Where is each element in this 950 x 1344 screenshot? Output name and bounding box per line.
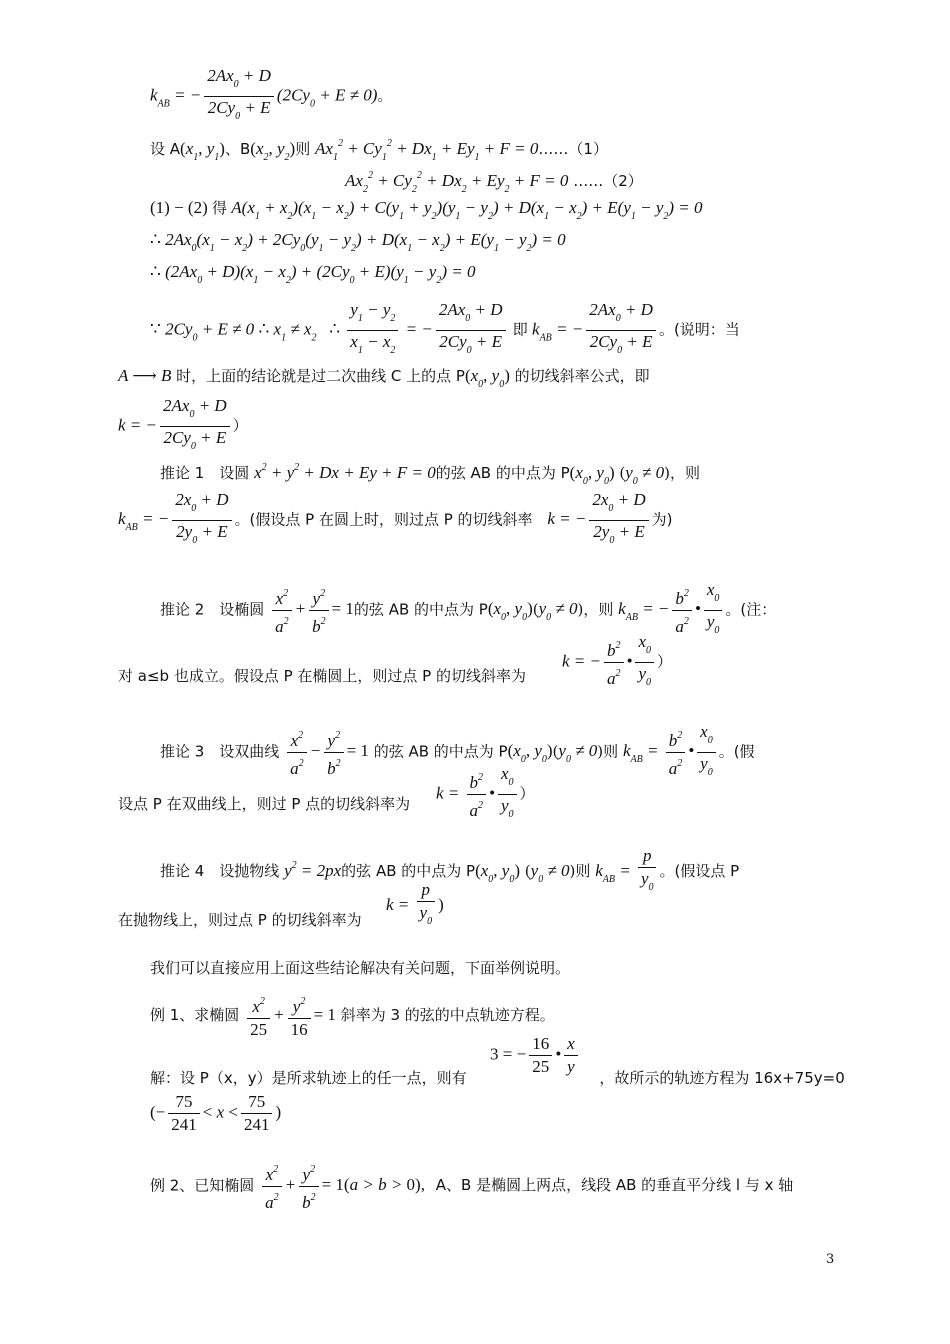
corollary-1-line-1: 推论 1 设圆 $x^2 + y^2 + Dx + Ey + F = 0$的弦 AB 的中点为 $P(x_0$, $y_0$) $(y_0 \ne 0)$，则 — [160, 462, 700, 487]
text-close-paren-3: ） — [519, 784, 535, 803]
text-tl4-d: 。(假设点 P — [659, 861, 740, 880]
text-note-start: 。(说明：当 — [658, 320, 740, 339]
text-tl2-b: 的弦 AB 的中点为 P — [353, 600, 488, 619]
text-ex1-a: 例 1、求椭圆 — [150, 1005, 240, 1024]
text-tl2-e: 对 a≤b 也成立。假设点 P 在椭圆上，则过点 P 的切线斜率为 — [118, 667, 526, 685]
intro-paragraph — [150, 958, 570, 978]
formula-kab: $k_{AB}$ = − $\frac{2Ax_0 + D}{2Cy_0 + E}$ $(2Cy_0 + E \ne 0)$。 — [150, 66, 393, 122]
therefore-line-1: ∴ $2Ax_0(x_1 - x_2) + 2Cy_0(y_1 - y_2) + D(x_1 - x_2) + E(y_1 - y_2) = 0$ — [150, 230, 566, 254]
text-tl1-b: 的弦 AB 的中点为 P — [435, 464, 570, 482]
text-therefore-4: ∴ — [329, 319, 341, 339]
text-tl2-d: 。(注： — [725, 600, 777, 619]
text-tl2-a: 推论 2 设椭圆 — [160, 600, 265, 619]
text-ze: 则 — [295, 140, 311, 158]
text-therefore-3: ∴ — [258, 319, 270, 339]
corollary-4-line-1: 推论 4 设抛物线 $y^2 = 2px$的弦 AB 的中点为 $P(x_0$, $y_0$) $(y_0 \ne 0)$则 $k_{AB}$ = $\frac{p}{y_0}$ 。(假设点 P — [160, 846, 740, 893]
text-close-paren: ） — [232, 416, 248, 435]
text-she-a: 设 A — [150, 140, 181, 158]
text-therefore-2: ∴ — [150, 262, 161, 281]
text-tl1-c: ，则 — [669, 464, 700, 482]
text-therefore-1: ∴ — [150, 230, 161, 249]
solution-line — [150, 1068, 845, 1088]
text-tl4-b: 的弦 AB 的中点为 P — [341, 861, 476, 880]
corollary-2-tangent: k = − $\frac{b^2}{a^2}$ • $\frac{x_0}{y_0}$ ） — [562, 632, 673, 688]
text-dots-1: ……（1） — [538, 140, 608, 158]
text-tl3-a: 推论 3 设双曲线 — [160, 742, 280, 761]
setup-line-2: $Ax_2^2 + Cy_2^2 + Dx_2 + Ey_2 + F = 0$ ……（2） — [345, 170, 643, 195]
text-de: 得 — [211, 199, 227, 217]
corollary-3-tangent: k = $\frac{b^2}{a^2}$ • $\frac{x_0}{y_0}$ ） — [436, 764, 535, 820]
text-dots-2: ……（2） — [573, 172, 643, 190]
text-tl3-d: 。(假 — [718, 742, 755, 761]
text-ji: 即 — [512, 320, 528, 339]
corollary-4-line-2 — [118, 910, 362, 930]
example-2: 例 2、已知椭圆 $\frac{x^2}{a^2}$ + $\frac{y^2}{b^2}$ = 1(a > b > 0), A、B 是椭圆上两点，线段 AB 的垂直平分线 l 与 x 轴 — [150, 1160, 793, 1213]
text-close-paren-2: ） — [657, 652, 673, 671]
difference-line: (1) − (2) 得 $A(x_1 + x_2)(x_1 - x_2) + C(y_1 + y_2)(y_1 - y_2) + D(x_1 - x_2) + E(y_1 - y_2) = 0$ — [150, 198, 703, 222]
corollary-2-line-2 — [118, 666, 526, 686]
because-line: ∵ $2Cy_0 + E \ne 0$ ∴ $x_1 \ne x_2$ ∴ $\frac{y_1 - y_2}{x_1 - x_2}$ = − $\frac{2Ax_0 + D}{2Cy_0 + E}$ 即 $k_{AB}$ = − $\frac{2Ax_0 + D}{2Cy_0 + E}$ 。(说明：当 — [150, 300, 740, 356]
page-number: 3 — [826, 1252, 835, 1267]
text-sol-a: 解：设 P（x，y）是所求轨迹上的任一点，则有 — [150, 1069, 467, 1087]
text-tl1-e: 为) — [651, 510, 673, 529]
text-sol-b: ，故所示的轨迹方程为 16x+75y=0 — [599, 1069, 845, 1087]
text-tl4-e: 在抛物线上，则过点 P 的切线斜率为 — [118, 911, 362, 929]
text-because: ∵ — [150, 319, 161, 339]
therefore-line-2: ∴ $(2Ax_0 + D)(x_1 - x_2) + (2Cy_0 + E)(y_1 - y_2) = 0$ — [150, 262, 476, 286]
corollary-1-line-2: $k_{AB}$ = − $\frac{2x_0 + D}{2y_0 + E}$ 。(假设点 P 在圆上时，则过点 P 的切线斜率 k = − $\frac{2x_0 + D}{2y_0 + E}$ 为) — [118, 490, 673, 546]
solution-formula: 3 = − $\frac{16}{25}$ • $\frac{x}{y}$ — [490, 1034, 581, 1077]
text-tl4-a: 推论 4 设抛物线 — [160, 861, 280, 880]
corollary-3-line-2 — [118, 794, 410, 814]
corollary-2-line-1: 推论 2 设椭圆 $\frac{x^2}{a^2}$ + $\frac{y^2}{b^2}$ = 1的弦 AB 的中点为 $P(x_0$, $y_0)(y_0 \ne 0)$，则 $k_{AB}$ = − $\frac{b^2}{a^2}$ • $\frac{x_0}{y_0}$ 。(注： — [160, 580, 777, 636]
text-tl1-a: 推论 1 设圆 — [160, 464, 250, 482]
text-tl4-c: 则 — [575, 861, 591, 880]
text-tl2-c: ，则 — [583, 600, 614, 619]
text-tl3-e: 设点 P 在双曲线上，则过 P 点的切线斜率为 — [118, 795, 411, 813]
text-tl3-c: 则 — [603, 742, 619, 761]
text-ex1-b: 斜率为 3 的弦的中点轨迹方程。 — [340, 1005, 555, 1024]
example-1: 例 1、求椭圆 $\frac{x^2}{25}$ + $\frac{y^2}{16}$ = 1 斜率为 3 的弦的中点轨迹方程。 — [150, 992, 555, 1040]
text-note-mid: 时，上面的结论就是过二次曲线 C 上的点 P — [176, 367, 465, 385]
corollary-3-line-1: 推论 3 设双曲线 $\frac{x^2}{a^2}$ − $\frac{y^2}{b^2}$ = 1 的弦 AB 的中点为 $P(x_0$, $y_0)(y_0 \ne 0)$则 $k_{AB}$ = $\frac{b^2}{a^2}$ • $\frac{x_0}{y_0}$ 。(假 — [160, 722, 755, 778]
tangent-slope-formula: k = − $\frac{2Ax_0 + D}{2Cy_0 + E}$ ） — [118, 396, 248, 452]
text-sep-b: 、B — [224, 140, 251, 158]
note-line: A ⟶ B 时，上面的结论就是过二次曲线 C 上的点 $P(x_0$, $y_0$) 的切线斜率公式，即 — [118, 366, 650, 390]
text-intro: 我们可以直接应用上面这些结论解决有关问题，下面举例说明。 — [150, 959, 571, 977]
text-ex2-a: 例 2、已知椭圆 — [150, 1176, 255, 1195]
text-tl3-b: 的弦 AB 的中点为 P — [373, 742, 508, 761]
corollary-4-tangent: k = $\frac{p}{y_0}$ ) — [386, 880, 444, 927]
setup-line-1: 设 $A(x_1$, $y_1$)、$B(x_2$, $y_2$)则 $Ax_1^2 + Cy_1^2 + Dx_1 + Ey_1 + F$ = 0……（1） — [150, 138, 608, 163]
text-tl1-d: 。(假设点 P 在圆上时，则过点 P 的切线斜率 — [234, 510, 533, 529]
text-ex2-b: A、B 是椭圆上两点，线段 AB 的垂直平分线 l 与 x 轴 — [435, 1176, 794, 1195]
text-note-end: 的切线斜率公式，即 — [514, 367, 650, 385]
solution-range: (− $\frac{75}{241}$ < x < $\frac{75}{241}$ ) — [150, 1092, 282, 1134]
